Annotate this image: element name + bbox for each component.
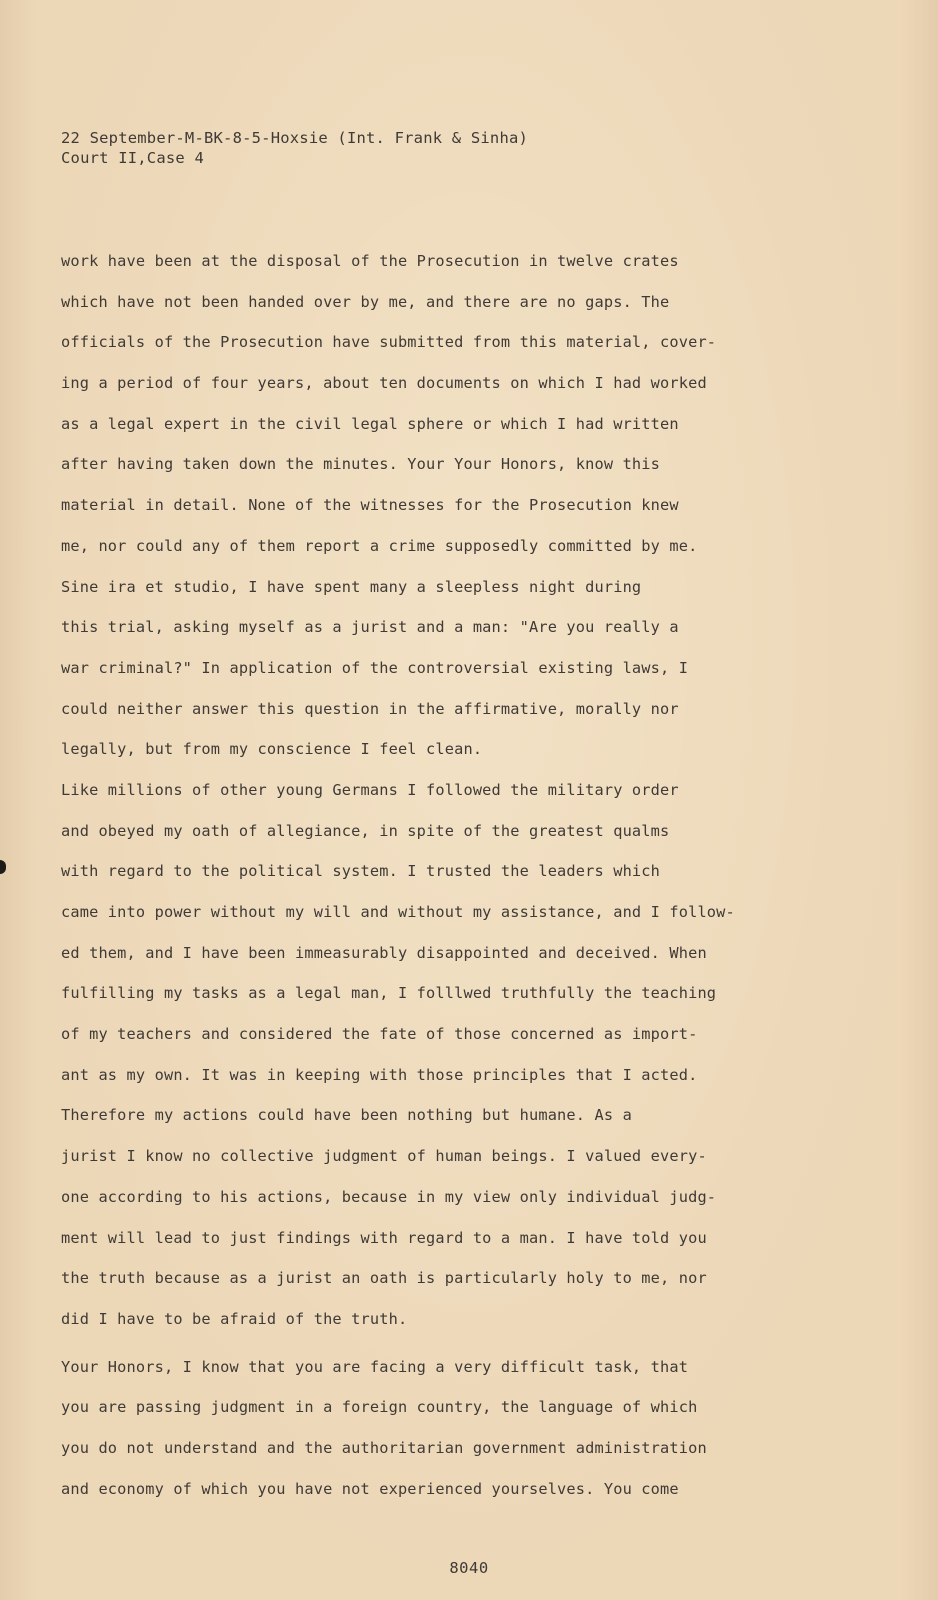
text-line: came into power without my will and without my assistance, and I follow- bbox=[61, 903, 735, 921]
text-line: this trial, asking myself as a jurist and a man: "Are you really a bbox=[61, 618, 679, 637]
document-body bbox=[61, 246, 861, 1514]
text-line: Therefore my actions could have been nothing but humane. As a bbox=[61, 1106, 632, 1125]
text-line: Your Honors, I know that you are facing a very difficult task, that bbox=[61, 1357, 689, 1376]
text-line: Sine ira et studio, I have spent many a sleepless night during bbox=[61, 577, 642, 596]
text-line: you are passing judgment in a foreign country, the language of which bbox=[61, 1398, 698, 1417]
text-line: you do not understand and the authoritarian government administration bbox=[61, 1438, 707, 1457]
text-line: one according to his actions, because in my view only individual judg- bbox=[61, 1187, 717, 1206]
text-line: and obeyed my oath of allegiance, in spite of the greatest qualms bbox=[61, 821, 670, 840]
text-line: ing a period of four years, about ten documents on which I had worked bbox=[61, 374, 707, 393]
paragraph-3 bbox=[61, 775, 861, 1345]
paragraph-2 bbox=[61, 572, 861, 775]
document-header bbox=[61, 128, 528, 168]
text-line: ant as my own. It was in keeping with those principles that I acted. bbox=[61, 1065, 698, 1084]
text-line: war criminal?" In application of the controversial existing laws, I bbox=[61, 658, 689, 677]
text-line: work have been at the disposal of the Prosecution in twelve crates bbox=[61, 252, 679, 270]
text-line: fulfilling my tasks as a legal man, I folllwed truthfully the teaching bbox=[61, 984, 717, 1003]
binding-hole-mark bbox=[0, 860, 6, 874]
text-line: which have not been handed over by me, and there are no gaps. The bbox=[61, 292, 670, 311]
text-line: could neither answer this question in the affirmative, morally nor bbox=[61, 699, 679, 718]
text-line: material in detail. None of the witnesses for the Prosecution knew bbox=[61, 496, 679, 515]
text-line: did I have to be afraid of the truth. bbox=[61, 1309, 408, 1328]
text-line: jurist I know no collective judgment of human beings. I valued every- bbox=[61, 1147, 707, 1166]
text-line: officials of the Prosecution have submitted from this material, cover- bbox=[61, 333, 717, 352]
text-line: the truth because as a jurist an oath is particularly holy to me, nor bbox=[61, 1269, 707, 1288]
text-line: Like millions of other young Germans I followed the military order bbox=[61, 780, 679, 799]
page-number: 8040 bbox=[449, 1559, 489, 1577]
text-line: of my teachers and considered the fate of those concerned as import- bbox=[61, 1025, 698, 1044]
header-court-line: Court II,Case 4 bbox=[61, 149, 204, 167]
paragraph-1 bbox=[61, 246, 861, 572]
paragraph-4 bbox=[61, 1352, 861, 1515]
text-line: ment will lead to just findings with regard to a man. I have told you bbox=[61, 1228, 707, 1247]
text-line: and economy of which you have not experienced yourselves. You come bbox=[61, 1479, 679, 1498]
text-line: after having taken down the minutes. Your Your Honors, know this bbox=[61, 455, 661, 474]
text-line: legally, but from my conscience I feel clean. bbox=[61, 740, 483, 759]
text-line: me, nor could any of them report a crime supposedly committed by me. bbox=[61, 536, 698, 555]
text-line: ed them, and I have been immeasurably disappointed and deceived. When bbox=[61, 943, 707, 962]
paragraph-gap bbox=[61, 1345, 861, 1352]
text-line: as a legal expert in the civil legal sphere or which I had written bbox=[61, 414, 679, 433]
header-session-line: 22 September-M-BK-8-5-Hoxsie (Int. Frank & Sinha) bbox=[61, 129, 529, 147]
text-line: with regard to the political system. I trusted the leaders which bbox=[61, 862, 661, 881]
